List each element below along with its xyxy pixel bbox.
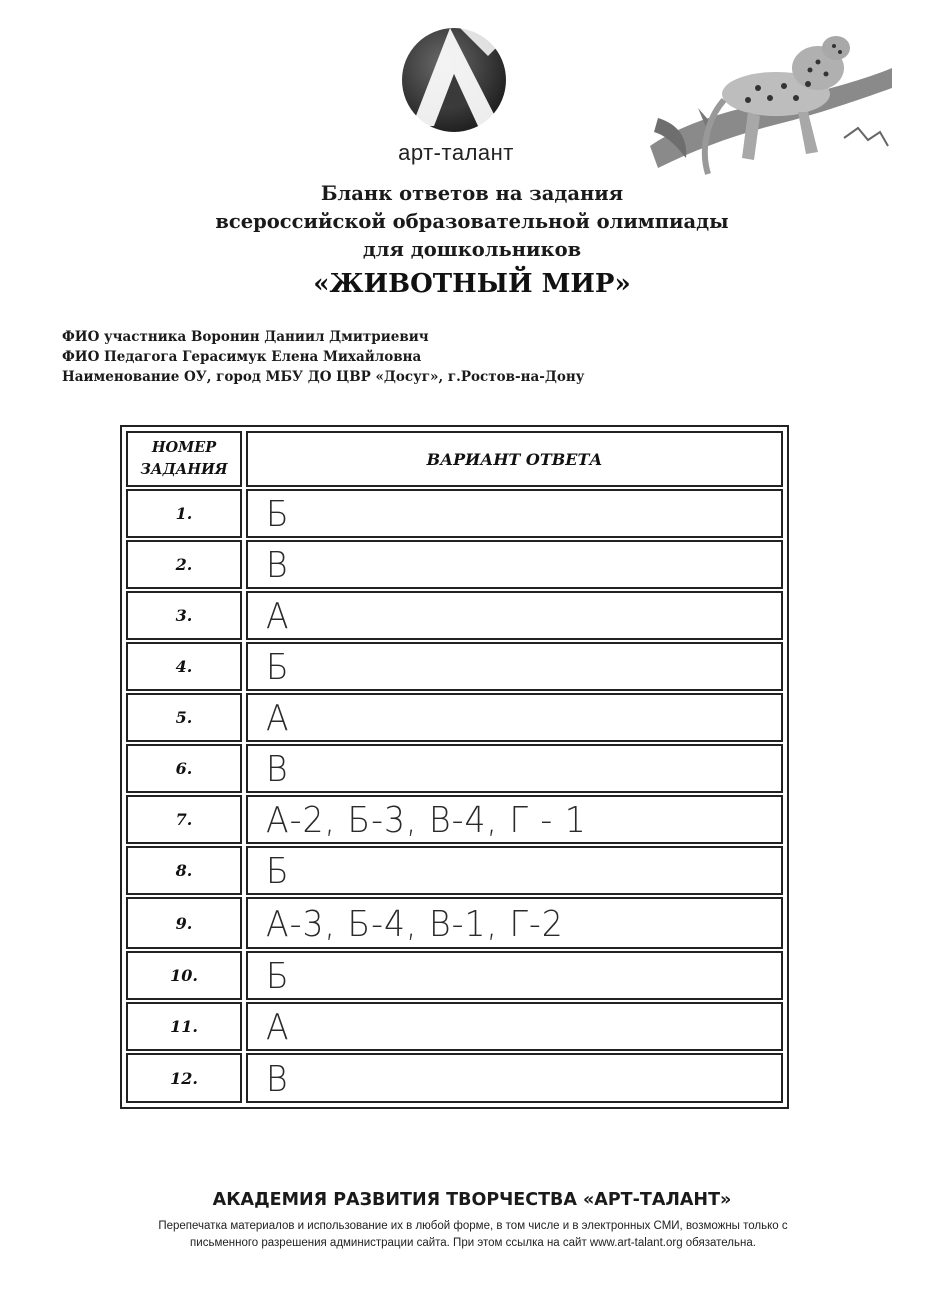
task-number: 8. [126,846,242,895]
table-row [126,1002,783,1051]
handwritten-answer: Б [266,954,290,997]
handwritten-answer: А-2, Б-3, В-4, Г - 1 [266,798,587,841]
answer-cell [246,1002,783,1051]
task-number: 3. [126,591,242,640]
participant-info [62,327,584,387]
title-line-2: всероссийской образовательной олимпиады [215,210,729,233]
answer-cell [246,489,783,538]
leopard-illustration [648,28,894,178]
handwritten-answer: В [266,543,289,586]
table-row [126,693,783,742]
task-number: 7. [126,795,242,844]
title-line-3: для дошкольников [362,238,582,261]
answer-cell [246,795,783,844]
olympiad-name: «ЖИВОТНЫЙ МИР» [313,269,631,299]
footer-note-line-2: письменного разрешения администрации сайта. При этом ссылка на сайт www.art-talant.org обязательна. [190,1237,756,1249]
footer-note-line-1: Перепечатка материалов и использование их в любой форме, в том числе и в электронных СМИ, возможны только с [158,1220,788,1232]
table-row [126,951,783,1000]
table-row [126,642,783,691]
task-number: 11. [126,1002,242,1051]
handwritten-answer: А-3, Б-4, В-1, Г-2 [266,901,564,945]
form-title [0,180,944,302]
table-row [126,744,783,793]
task-number: 1. [126,489,242,538]
answer-cell [246,642,783,691]
table-row [126,846,783,895]
answer-cell [246,846,783,895]
task-number: 4. [126,642,242,691]
handwritten-answer: Б [266,492,290,535]
task-number: 12. [126,1053,242,1103]
table-row [126,540,783,589]
table-row [126,591,783,640]
answer-cell [246,1053,783,1103]
task-number: 9. [126,897,242,949]
answer-cell [246,951,783,1000]
handwritten-answer: В [266,1056,289,1100]
title-line-1: Бланк ответов на задания [320,182,624,205]
task-number: 2. [126,540,242,589]
participant-name: ФИО участника Воронин Даниил Дмитриевич [62,329,429,345]
handwritten-answer: А [266,696,290,739]
answer-cell [246,693,783,742]
teacher-name: ФИО Педагога Герасимук Елена Михайловна [62,349,422,365]
handwritten-answer: А [266,594,290,637]
handwritten-answer: Б [266,849,290,892]
header-task-number-line2: ЗАДАНИЯ [140,461,228,478]
brand-name: арт-талант [398,140,514,165]
handwritten-answer: Б [266,645,290,688]
answer-cell [246,540,783,589]
institution-name: Наименование ОУ, город МБУ ДО ЦВР «Досуг», г.Ростов-на-Дону [62,369,585,385]
answer-cell [246,744,783,793]
handwritten-answer: А [266,1005,290,1048]
table-row [126,795,783,844]
task-number: 5. [126,693,242,742]
table-header-row [126,431,783,487]
footer-title: АКАДЕМИЯ РАЗВИТИЯ ТВОРЧЕСТВА «АРТ-ТАЛАНТ» [212,1190,732,1210]
table-row [126,897,783,949]
answer-table [120,425,789,1109]
task-number: 10. [126,951,242,1000]
header-answer: ВАРИАНТ ОТВЕТА [246,431,783,487]
footer-copyright-note [78,1218,868,1252]
handwritten-answer: В [266,747,289,790]
header-task-number [126,431,242,487]
table-row [126,1053,783,1103]
answer-cell [246,897,783,949]
table-row [126,489,783,538]
header-task-number-line1: НОМЕР [151,439,217,456]
task-number: 6. [126,744,242,793]
answer-cell [246,591,783,640]
